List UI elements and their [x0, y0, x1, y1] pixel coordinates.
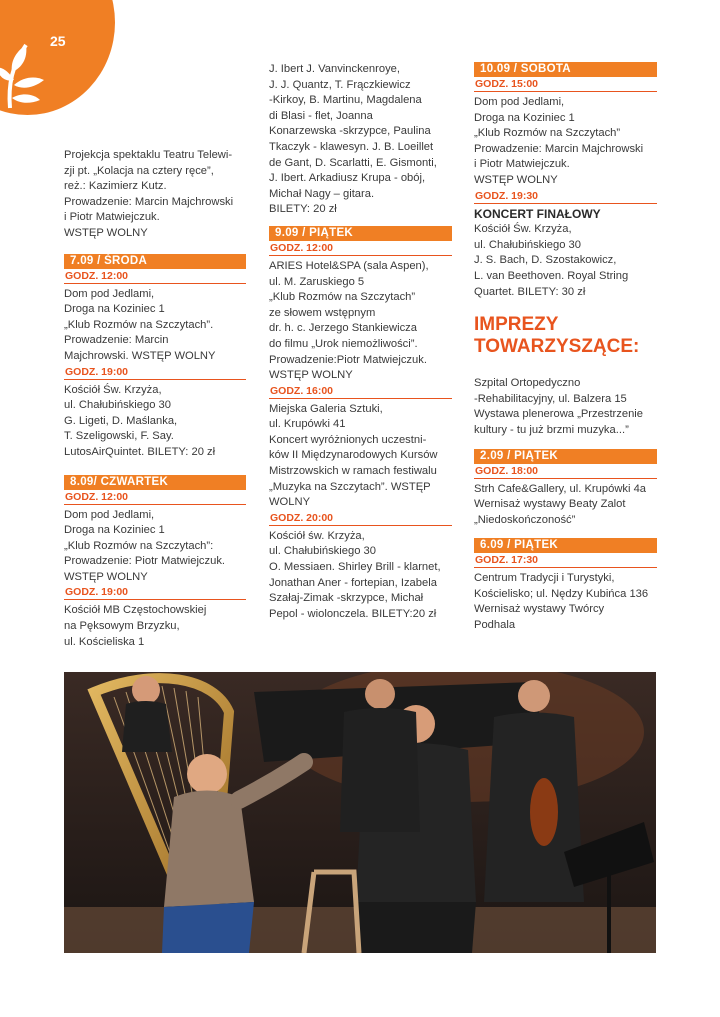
text-line: L. van Beethoven. Royal String: [474, 269, 629, 282]
text-line: ul. Chałubińskiego 30: [64, 399, 171, 412]
text-line: ul. M. Zaruskiego 5: [269, 275, 365, 288]
text-line: Pepol - wiolonczela. BILETY:20 zł: [269, 607, 437, 620]
event-details: [474, 95, 657, 189]
event-time: GODZ. 12:00: [64, 490, 246, 505]
event-details: [64, 287, 246, 365]
event-time: GODZ. 18:00: [474, 464, 657, 479]
text-line: BILETY: 20 zł: [269, 203, 337, 216]
text-line: Quartet. BILETY: 30 zł: [474, 285, 586, 298]
text-line: Miejska Galeria Sztuki,: [269, 402, 383, 415]
text-line: J. S. Bach, D. Szostakowicz,: [474, 254, 617, 267]
text-line: „Klub Rozmów na Szczytach”: [269, 291, 416, 304]
text-line: Tkaczyk - klawesyn. J. B. Loeillet: [269, 140, 434, 153]
event-time: GODZ. 16:00: [269, 384, 452, 399]
text-line: dr. h. c. Jerzego Stankiewicza: [269, 322, 417, 335]
text-line: J. J. Quantz, T. Frączkiewicz: [269, 78, 411, 91]
text-line: Wernisaż wystawy Twórcy: [474, 603, 605, 616]
text-line: ul. Chałubińskiego 30: [474, 238, 581, 251]
concert-photo: [64, 672, 656, 953]
text-line: WSTĘP WOLNY: [64, 570, 148, 583]
text-line: Prowadzenie: Marcin Majchrowski: [64, 195, 234, 208]
text-line: WSTĘP WOLNY: [269, 369, 353, 382]
event-time: GODZ. 19:30: [474, 189, 657, 204]
column-1: [64, 148, 246, 656]
column-2: [269, 62, 452, 628]
text-line: do filmu „Urok niemożliwości”.: [269, 337, 418, 350]
text-line: Centrum Tradycji i Turystyki,: [474, 572, 615, 585]
day-header: 2.09 / PIĄTEK: [474, 449, 657, 464]
event-time: GODZ. 12:00: [64, 269, 246, 284]
text-line: Majchrowski. WSTĘP WOLNY: [64, 349, 216, 362]
event-title: KONCERT FINAŁOWY: [474, 206, 601, 221]
text-line: Prowadzenie:Piotr Matwiejczuk.: [269, 353, 427, 366]
event-details: [474, 207, 657, 301]
text-line: -Rehabilitacyjny, ul. Balzera 15: [474, 392, 627, 405]
text-line: Kościół św. Krzyża,: [269, 529, 365, 542]
text-line: Prowadzenie: Marcin Majchrowski: [474, 142, 644, 155]
text-line: Wystawa plenerowa „Przestrzenie: [474, 408, 644, 421]
text-line: Szałaj-Zimak -skrzypce, Michał: [269, 592, 424, 605]
text-line: ul. Kościeliska 1: [64, 635, 145, 648]
text-line: kultury - tu już brzmi muzyka...”: [474, 423, 629, 436]
text-line: G. Ligeti, D. Maślanka,: [64, 414, 178, 427]
intro-text: [64, 148, 246, 242]
section-title-line: IMPREZY: [474, 314, 559, 336]
text-line: i Piotr Matwiejczuk.: [474, 158, 570, 171]
section-title-line: TOWARZYSZĄCE:: [474, 336, 640, 358]
event-time: GODZ. 20:00: [269, 511, 452, 526]
musicians-illustration: [64, 672, 656, 953]
text-line: „Klub Rozmów na Szczytach”:: [64, 539, 214, 552]
section-title: [474, 314, 657, 358]
day-header: 8.09/ CZWARTEK: [64, 475, 246, 490]
text-line: WSTĘP WOLNY: [64, 226, 148, 239]
column-3: [474, 62, 657, 640]
text-line: Jonathan Aner - fortepian, Izabela: [269, 576, 437, 589]
text-line: Michał Nagy – gitara.: [269, 187, 375, 200]
day-header: 9.09 / PIĄTEK: [269, 226, 452, 241]
text-line: di Blasi - flet, Joanna: [269, 109, 373, 122]
text-line: reż.: Kazimierz Kutz.: [64, 180, 167, 193]
event-details: [64, 508, 246, 586]
intro-text: [474, 376, 657, 438]
text-line: Wernisaż wystawy Beaty Zalot: [474, 498, 626, 511]
intro-text: [269, 62, 452, 218]
text-line: Prowadzenie: Piotr Matwiejczuk.: [64, 555, 226, 568]
text-line: Podhala: [474, 619, 516, 632]
day-header: 7.09 / ŚRODA: [64, 254, 246, 269]
text-line: Dom pod Jedlami,: [64, 508, 155, 521]
text-line: Kościół Św. Krzyża,: [474, 223, 572, 236]
text-line: ze słowem wstępnym: [269, 306, 376, 319]
event-details: [269, 402, 452, 511]
text-line: WSTĘP WOLNY: [474, 173, 558, 186]
text-line: LutosAirQuintet. BILETY: 20 zł: [64, 445, 216, 458]
text-line: Droga na Koziniec 1: [474, 111, 575, 124]
text-line: J. Ibert. Arkadiusz Krupa - obój,: [269, 172, 426, 185]
text-line: T. Szeligowski, F. Say.: [64, 430, 174, 443]
event-details: [474, 571, 657, 633]
text-line: Szpital Ortopedyczno: [474, 377, 581, 390]
text-line: na Pęksowym Brzyzku,: [64, 620, 180, 633]
text-line: Droga na Koziniec 1: [64, 524, 165, 537]
text-line: ul. Chałubińskiego 30: [269, 545, 376, 558]
text-line: Kościół Św. Krzyża,: [64, 383, 162, 396]
event-details: [269, 259, 452, 384]
day-header: 6.09 / PIĄTEK: [474, 538, 657, 553]
event-details: [64, 383, 246, 461]
text-line: zji pt. „Kolacja na cztery ręce”,: [64, 164, 214, 177]
text-line: „Muzyka na Szczytach”. WSTĘP: [269, 480, 431, 493]
text-line: Projekcja spektaklu Teatru Telewi-: [64, 149, 233, 161]
text-line: Strh Cafe&Gallery, ul. Krupówki 4a: [474, 482, 647, 495]
event-time: GODZ. 12:00: [269, 241, 452, 256]
text-line: „Niedoskończoność”: [474, 513, 576, 526]
text-line: O. Messiaen. Shirley Brill - klarnet,: [269, 561, 441, 574]
event-details: [64, 603, 246, 650]
text-line: Dom pod Jedlami,: [474, 96, 565, 108]
text-line: Konarzewska -skrzypce, Paulina: [269, 125, 431, 138]
day-header: 10.09 / SOBOTA: [474, 62, 657, 77]
text-line: „Klub Rozmów na Szczytach”.: [64, 318, 214, 331]
text-line: WOLNY: [269, 496, 311, 509]
text-line: J. Ibert J. Vanvinckenroye,: [269, 63, 400, 75]
text-line: Koncert wyróżnionych uczestni-: [269, 433, 427, 446]
event-details: [269, 529, 452, 623]
event-time: GODZ. 19:00: [64, 365, 246, 380]
text-line: Kościelisko; ul. Nędzy Kubińca 136: [474, 587, 649, 600]
event-details: [474, 482, 657, 529]
text-line: „Klub Rozmów na Szczytach”: [474, 127, 621, 140]
event-time: GODZ. 15:00: [474, 77, 657, 92]
text-line: ARIES Hotel&SPA (sala Aspen),: [269, 259, 429, 272]
event-time: GODZ. 19:00: [64, 585, 246, 600]
text-line: de Gant, D. Scarlatti, E. Gismonti,: [269, 156, 437, 169]
text-line: Mistrzowskich w ramach festiwalu: [269, 465, 437, 478]
text-line: ków II Międzynarodowych Kursów: [269, 449, 438, 462]
text-line: Prowadzenie: Marcin: [64, 334, 169, 347]
text-line: ul. Krupówki 41: [269, 418, 346, 431]
page-number: 25: [50, 33, 66, 49]
text-line: i Piotr Matwiejczuk.: [64, 211, 160, 224]
text-line: -Kirkoy, B. Martinu, Magdalena: [269, 94, 422, 107]
text-line: Kościół MB Częstochowskiej: [64, 604, 207, 617]
text-line: Dom pod Jedlami,: [64, 287, 155, 300]
text-line: Droga na Koziniec 1: [64, 303, 165, 316]
event-time: GODZ. 17:30: [474, 553, 657, 568]
